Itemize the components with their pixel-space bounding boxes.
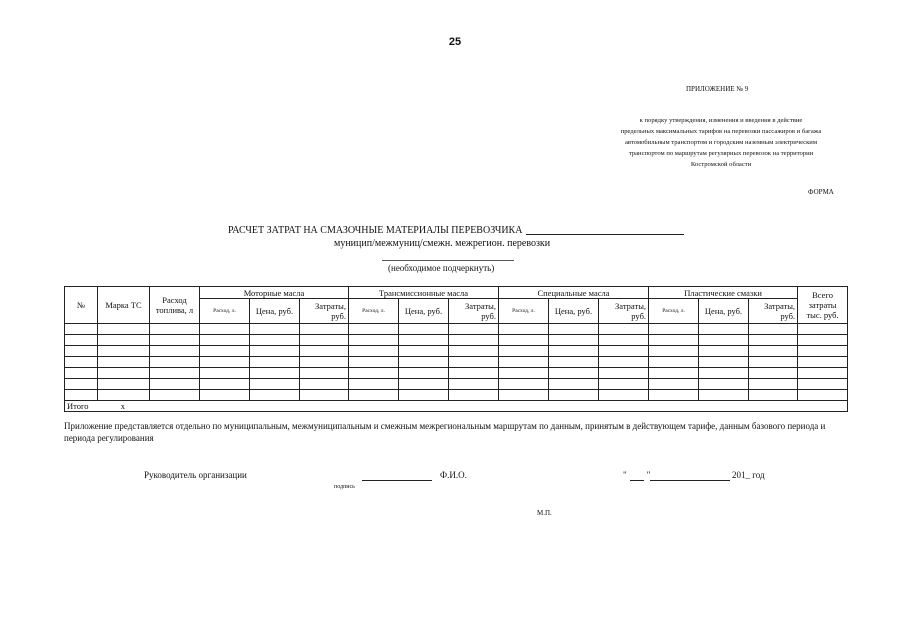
table-cell [599, 379, 649, 390]
header-greases: Пластические смазки [649, 287, 798, 299]
table-cell [549, 390, 599, 401]
table-cell [599, 335, 649, 346]
carrier-name-blank [526, 234, 684, 235]
order-line: к порядку утверждения, изменения и введения в действие [639, 117, 803, 124]
table-cell [65, 346, 98, 357]
table-cell [699, 379, 749, 390]
table-cell [349, 346, 399, 357]
table-cell [599, 346, 649, 357]
year-label: 201_ год [732, 470, 765, 480]
table-cell [300, 357, 349, 368]
table-cell [349, 357, 399, 368]
table-cell [65, 390, 98, 401]
table-cell [549, 346, 599, 357]
table-cell [200, 379, 250, 390]
order-line: транспортом по маршрутам регулярных перевозок на территории [628, 150, 814, 157]
table-cell [449, 379, 499, 390]
table-cell [150, 379, 200, 390]
table-cell [699, 335, 749, 346]
table-cell [549, 324, 599, 335]
table-cell [749, 346, 798, 357]
table-cell [200, 390, 250, 401]
table-cell [98, 346, 150, 357]
table-cell [150, 368, 200, 379]
header-special-oils: Специальные масла [499, 287, 649, 299]
subheader-price: Цена, руб. [549, 299, 599, 324]
table-cell [200, 324, 250, 335]
table-cell [649, 357, 699, 368]
table-cell [399, 379, 449, 390]
table-cell [300, 335, 349, 346]
date-day-blank [630, 480, 644, 481]
fio-label: Ф.И.О. [440, 470, 467, 480]
table-cell [98, 368, 150, 379]
table-total-row [65, 401, 848, 412]
order-reference [596, 115, 846, 170]
table-cell [399, 335, 449, 346]
table-cell [649, 368, 699, 379]
table-cell [699, 368, 749, 379]
table-cell [250, 324, 300, 335]
document-title: РАСЧЕТ ЗАТРАТ НА СМАЗОЧНЫЕ МАТЕРИАЛЫ ПЕРЕВОЗЧИКА [228, 225, 523, 236]
table-cell [399, 346, 449, 357]
table-cell [798, 346, 848, 357]
table-cell [649, 324, 699, 335]
table-cell [98, 357, 150, 368]
order-line: Костромской области [690, 161, 752, 168]
table-cell [699, 357, 749, 368]
table-row [65, 324, 848, 335]
table-cell [699, 390, 749, 401]
seal-place-label: М.П. [537, 509, 552, 517]
subheader-consumption: Расход, л. [649, 299, 699, 324]
table-cell [65, 357, 98, 368]
form-label: ФОРМА [808, 188, 834, 196]
table-cell [399, 357, 449, 368]
header-fuel-consumption: Расход топлива, л [150, 287, 200, 324]
table-cell [449, 346, 499, 357]
table-cell [649, 379, 699, 390]
subheader-cost: Затраты, руб. [749, 299, 798, 324]
table-cell [449, 357, 499, 368]
table-cell [98, 390, 150, 401]
table-cell [699, 324, 749, 335]
subheader-cost: Затраты, руб. [449, 299, 499, 324]
table-cell [65, 368, 98, 379]
subheader-consumption: Расход, л. [499, 299, 549, 324]
table-row [65, 368, 848, 379]
table-cell [599, 390, 649, 401]
table-cell [499, 368, 549, 379]
table-cell [449, 324, 499, 335]
table-cell [599, 368, 649, 379]
table-cell [349, 379, 399, 390]
table-cell [349, 335, 399, 346]
table-cell [250, 346, 300, 357]
table-row [65, 357, 848, 368]
table-row [65, 346, 848, 357]
page-number: 25 [448, 36, 462, 48]
table-cell [798, 324, 848, 335]
table-cell [749, 368, 798, 379]
table-cell [65, 379, 98, 390]
subheader-cost: Затраты, руб. [300, 299, 349, 324]
table-cell [250, 390, 300, 401]
table-cell [349, 368, 399, 379]
table-cell [250, 357, 300, 368]
table-cell [300, 324, 349, 335]
table-cell [150, 335, 200, 346]
table-cell [749, 357, 798, 368]
appendix-label: ПРИЛОЖЕНИЕ № 9 [686, 85, 749, 93]
subheader-price: Цена, руб. [250, 299, 300, 324]
table-cell [250, 368, 300, 379]
transport-type-options: муницип/межмуниц/смежн. межрегион. перевозки [334, 238, 551, 249]
footnote-text: Приложение представляется отдельно по муниципальным, межмуниципальным и смежным межрегиональным маршрутам по данным, принятым в действующем тарифе, данным базового периода и периода регулирования [64, 421, 826, 443]
table-cell [150, 390, 200, 401]
table-cell [399, 390, 449, 401]
table-cell [449, 390, 499, 401]
date-quote-close: " [646, 470, 651, 480]
table-cell [98, 335, 150, 346]
table-cell [499, 379, 549, 390]
table-cell [200, 335, 250, 346]
table-cell [65, 324, 98, 335]
table-cell [499, 357, 549, 368]
table-cell [250, 335, 300, 346]
order-line: предельных максимальных тарифов на перевозки пассажиров и багажа [620, 128, 822, 135]
table-cell [150, 357, 200, 368]
table-row [65, 335, 848, 346]
table-cell [499, 324, 549, 335]
table-cell [599, 357, 649, 368]
table-cell [449, 335, 499, 346]
date-quote-open: " [623, 470, 627, 480]
table-cell [65, 335, 98, 346]
table-cell [499, 335, 549, 346]
subheader-price: Цена, руб. [699, 299, 749, 324]
header-total-costs: Всего затраты тыс. руб. [798, 287, 848, 324]
table-cell [549, 335, 599, 346]
table-cell [449, 368, 499, 379]
lubricants-cost-table [64, 286, 848, 412]
header-motor-oils: Моторные масла [200, 287, 349, 299]
total-label: Итого [67, 401, 89, 411]
table-row [65, 379, 848, 390]
table-cell [200, 368, 250, 379]
subheader-cost: Затраты, руб. [599, 299, 649, 324]
table-cell [300, 379, 349, 390]
header-transmission-oils: Трансмиссионные масла [349, 287, 499, 299]
table-cell [599, 324, 649, 335]
header-number: № [65, 287, 98, 324]
table-cell [649, 335, 699, 346]
table-cell [300, 390, 349, 401]
signature-blank [362, 480, 432, 481]
subheader-consumption: Расход, л. [349, 299, 399, 324]
table-cell [349, 390, 399, 401]
table-cell [200, 346, 250, 357]
table-cell [749, 390, 798, 401]
table-row [65, 390, 848, 401]
table-cell [98, 324, 150, 335]
header-vehicle-brand: Марка ТС [98, 287, 150, 324]
table-cell [98, 379, 150, 390]
table-cell [549, 357, 599, 368]
table-cell [649, 346, 699, 357]
table-cell [200, 357, 250, 368]
date-field [623, 470, 650, 480]
table-cell [798, 368, 848, 379]
table-cell [798, 357, 848, 368]
table-cell [150, 346, 200, 357]
table-cell [549, 379, 599, 390]
signature-caption: подпись [334, 484, 355, 490]
table-cell [300, 368, 349, 379]
order-line: автомобильным транспортом и городским наземным электрическим [625, 139, 817, 146]
table-cell [399, 324, 449, 335]
table-cell [749, 324, 798, 335]
date-month-blank [650, 480, 730, 481]
table-cell [798, 379, 848, 390]
underline-rule [382, 260, 514, 261]
table-cell [749, 379, 798, 390]
subheader-consumption: Расход, л. [200, 299, 250, 324]
table-cell [798, 335, 848, 346]
table-cell [549, 368, 599, 379]
table-cell [749, 335, 798, 346]
head-of-organization-label: Руководитель организации [144, 470, 247, 480]
table-cell [699, 346, 749, 357]
table-cell [499, 346, 549, 357]
underline-instruction: (необходимое подчеркнуть) [388, 263, 495, 273]
subheader-price: Цена, руб. [399, 299, 449, 324]
table-cell [499, 390, 549, 401]
table-cell [300, 346, 349, 357]
total-mark: x [120, 401, 126, 411]
table-cell [399, 368, 449, 379]
table-cell [150, 324, 200, 335]
table-cell [349, 324, 399, 335]
table-cell [649, 390, 699, 401]
table-cell [798, 390, 848, 401]
table-cell [250, 379, 300, 390]
